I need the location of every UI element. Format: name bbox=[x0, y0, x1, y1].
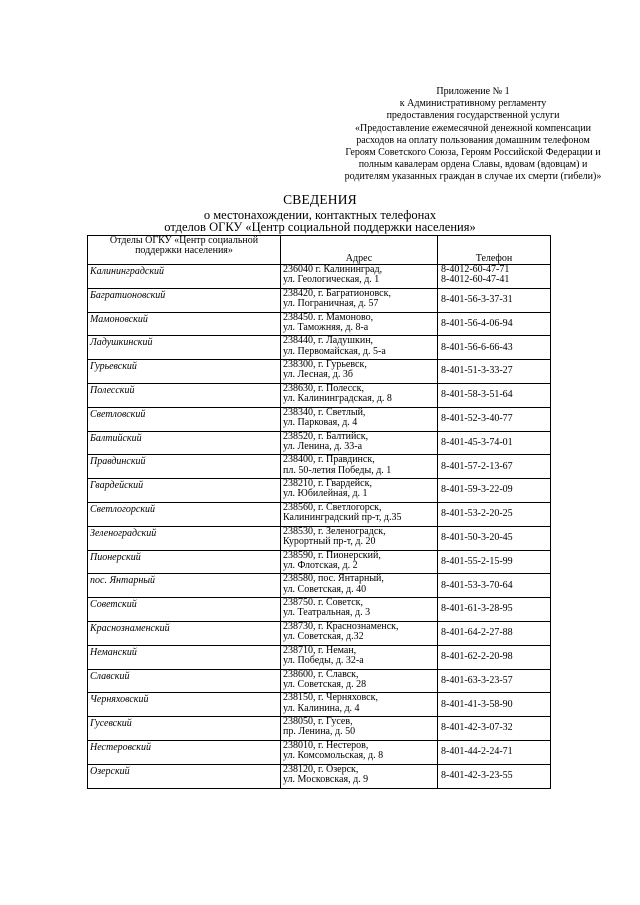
address-cell bbox=[281, 455, 438, 479]
dept-name-cell: Краснознаменский bbox=[88, 621, 281, 645]
address-line: ул. Советская, д.32 bbox=[283, 631, 364, 643]
table-row bbox=[88, 740, 551, 764]
departments-table bbox=[87, 235, 551, 789]
table-row bbox=[88, 431, 551, 455]
phone-number: 8-4012-60-47-41 bbox=[441, 274, 510, 286]
address-cell bbox=[281, 502, 438, 526]
phone-number: 8-401-42-3-07-32 bbox=[441, 722, 513, 734]
dept-name-cell: Пионерский bbox=[88, 550, 281, 574]
dept-name-cell: Полесский bbox=[88, 383, 281, 407]
table-row bbox=[88, 693, 551, 717]
address-line: 238750. г. Советск, bbox=[283, 597, 364, 609]
address-line: 238520, г. Балтийск, bbox=[283, 430, 369, 442]
dept-name-cell: Светловский bbox=[88, 407, 281, 431]
phone-cell bbox=[438, 407, 551, 431]
table-row bbox=[88, 502, 551, 526]
address-line: 238530, г. Зеленоградск, bbox=[283, 525, 386, 537]
header-dept: Отделы ОГКУ «Центр социальной поддержки населения» bbox=[88, 236, 281, 265]
phone-cell bbox=[438, 288, 551, 312]
address-line: пл. 50-летия Победы, д. 1 bbox=[283, 464, 392, 476]
phone-cell bbox=[438, 717, 551, 741]
address-line: 238590, г. Пионерский, bbox=[283, 549, 381, 561]
dept-name-cell: Черняховский bbox=[88, 693, 281, 717]
address-cell bbox=[281, 764, 438, 788]
dept-name-cell: Балтийский bbox=[88, 431, 281, 455]
table-row bbox=[88, 550, 551, 574]
appendix-line: родителям указанных граждан в случае их смерти (гибели)» bbox=[344, 171, 602, 183]
address-line: ул. Калининградская, д. 8 bbox=[283, 393, 392, 405]
phone-number: 8-401-53-2-20-25 bbox=[441, 508, 513, 520]
phone-number: 8-401-45-3-74-01 bbox=[441, 436, 513, 448]
phone-cell bbox=[438, 598, 551, 622]
phone-cell bbox=[438, 265, 551, 289]
dept-name-cell: пос. Янтарный bbox=[88, 574, 281, 598]
appendix-line: Приложение № 1 bbox=[436, 86, 510, 97]
address-line: ул. Московская, д. 9 bbox=[283, 774, 369, 786]
address-line: ул. Пограничная, д. 57 bbox=[283, 298, 379, 310]
address-line: ул. Первомайская, д. 5-а bbox=[283, 345, 386, 357]
address-cell bbox=[281, 265, 438, 289]
phone-number: 8-401-62-2-20-98 bbox=[441, 651, 513, 662]
address-line: ул. Комсомольская, д. 8 bbox=[283, 750, 384, 762]
phone-number: 8-401-55-2-15-99 bbox=[441, 555, 513, 567]
phone-number: 8-401-52-3-40-77 bbox=[441, 413, 513, 425]
phone-cell bbox=[438, 621, 551, 645]
dept-name-cell: Гусевский bbox=[88, 717, 281, 741]
phone-cell bbox=[438, 526, 551, 550]
table-row bbox=[88, 598, 551, 622]
address-line: 238050, г. Гусев, bbox=[283, 716, 353, 728]
dept-name-cell: Нестеровский bbox=[88, 740, 281, 764]
header-address: Адрес bbox=[281, 236, 438, 265]
address-line: Курортный пр-т, д. 20 bbox=[283, 536, 376, 548]
address-line: 238450. г. Мамоново, bbox=[283, 311, 374, 323]
phone-number: 8-401-58-3-51-64 bbox=[441, 389, 513, 401]
address-cell bbox=[281, 383, 438, 407]
phone-number: 8-401-63-3-23-57 bbox=[441, 674, 513, 686]
address-cell bbox=[281, 621, 438, 645]
table-row bbox=[88, 717, 551, 741]
table-row bbox=[88, 621, 551, 645]
address-line: 236040 г. Калининград, bbox=[283, 264, 383, 275]
address-line: ул. Геологическая, д. 1 bbox=[283, 274, 380, 286]
address-line: ул. Победы, д. 32-а bbox=[283, 655, 364, 667]
dept-name-cell: Гурьевский bbox=[88, 360, 281, 384]
address-line: ул. Ленина, д. 33-а bbox=[283, 440, 363, 452]
table-row bbox=[88, 407, 551, 431]
table-row bbox=[88, 574, 551, 598]
appendix-line: к Административному регламенту bbox=[399, 98, 547, 110]
dept-name-cell: Правдинский bbox=[88, 455, 281, 479]
phone-number: 8-401-41-3-58-90 bbox=[441, 698, 513, 710]
address-line: 238210, г. Гвардейск, bbox=[283, 478, 372, 490]
appendix-line: полным кавалерам ордена Славы, вдовам (вдовцам) и bbox=[358, 159, 588, 171]
address-line: ул. Таможняя, д. 8-а bbox=[283, 321, 369, 333]
address-cell bbox=[281, 431, 438, 455]
address-line: 238340, г. Светлый, bbox=[283, 406, 366, 418]
address-line: ул. Парковая, д. 4 bbox=[283, 417, 358, 429]
phone-number: 8-401-61-3-28-95 bbox=[441, 603, 513, 615]
phone-cell bbox=[438, 336, 551, 360]
address-line: 238150, г. Черняховск, bbox=[283, 692, 378, 704]
dept-name-cell: Мамоновский bbox=[88, 312, 281, 336]
address-cell bbox=[281, 574, 438, 598]
address-line: 238300, г. Гурьевск, bbox=[283, 359, 367, 371]
table-row bbox=[88, 383, 551, 407]
dept-name-cell: Багратионовский bbox=[88, 288, 281, 312]
address-cell bbox=[281, 669, 438, 693]
dept-name-cell: Гвардейский bbox=[88, 479, 281, 503]
dept-name-cell: Калининградский bbox=[88, 265, 281, 289]
dept-name-cell: Озерский bbox=[88, 764, 281, 788]
address-line: ул. Калинина, д. 4 bbox=[283, 702, 360, 714]
phone-cell bbox=[438, 312, 551, 336]
phone-cell bbox=[438, 360, 551, 384]
phone-number: 8-401-44-2-24-71 bbox=[441, 746, 513, 758]
address-cell bbox=[281, 717, 438, 741]
table-row bbox=[88, 265, 551, 289]
table-header-row bbox=[88, 236, 551, 265]
table-row bbox=[88, 288, 551, 312]
dept-name-cell: Зеленоградский bbox=[88, 526, 281, 550]
phone-cell bbox=[438, 693, 551, 717]
dept-name-cell: Неманский bbox=[88, 645, 281, 669]
appendix-line: расходов на оплату пользования домашним телефоном bbox=[356, 134, 590, 146]
address-line: ул. Театральная, д. 3 bbox=[283, 607, 371, 619]
phone-number: 8-401-51-3-33-27 bbox=[441, 365, 513, 377]
phone-cell bbox=[438, 383, 551, 407]
phone-cell bbox=[438, 574, 551, 598]
table-row bbox=[88, 360, 551, 384]
phone-cell bbox=[438, 550, 551, 574]
address-cell bbox=[281, 526, 438, 550]
address-line: ул. Юбилейная, д. 1 bbox=[283, 488, 368, 500]
address-line: Калининградский пр-т, д.35 bbox=[283, 512, 402, 524]
phone-cell bbox=[438, 669, 551, 693]
address-line: ул. Советская, д. 28 bbox=[283, 678, 367, 690]
address-line: 238710, г. Неман, bbox=[283, 644, 357, 656]
address-cell bbox=[281, 598, 438, 622]
address-line: 238630, г. Полесск, bbox=[283, 382, 364, 394]
address-cell bbox=[281, 336, 438, 360]
address-line: 238580, пос. Янтарный, bbox=[283, 573, 384, 585]
address-line: 238120, г. Озерск, bbox=[283, 763, 359, 775]
subtitle-line: о местонахождении, контактных телефонах bbox=[203, 208, 437, 222]
address-line: 238400, г. Правдинск, bbox=[283, 454, 375, 466]
appendix-line: предоставления государственной услуги bbox=[386, 110, 560, 122]
phone-cell bbox=[438, 455, 551, 479]
table-row bbox=[88, 526, 551, 550]
phone-cell bbox=[438, 645, 551, 669]
phone-cell bbox=[438, 502, 551, 526]
address-line: ул. Флотская, д. 2 bbox=[283, 559, 358, 571]
address-cell bbox=[281, 479, 438, 503]
phone-cell bbox=[438, 740, 551, 764]
table-row bbox=[88, 312, 551, 336]
address-line: 238420, г. Багратионовск, bbox=[283, 287, 391, 299]
phone-number: 8-401-56-6-66-43 bbox=[441, 341, 513, 353]
address-cell bbox=[281, 288, 438, 312]
address-cell bbox=[281, 407, 438, 431]
phone-number: 8-4012-60-47-71 bbox=[441, 264, 510, 275]
address-line: 238730, г. Краснознаменск, bbox=[283, 620, 399, 632]
address-cell bbox=[281, 312, 438, 336]
table-row bbox=[88, 479, 551, 503]
header-phone: Телефон bbox=[438, 236, 551, 265]
phone-cell bbox=[438, 431, 551, 455]
table-body bbox=[88, 265, 551, 789]
address-line: пр. Ленина, д. 50 bbox=[283, 726, 356, 738]
address-cell bbox=[281, 360, 438, 384]
address-line: 238440, г. Ладушкин, bbox=[283, 335, 374, 347]
dept-name-cell: Ладушкинский bbox=[88, 336, 281, 360]
phone-number: 8-401-64-2-27-88 bbox=[441, 627, 513, 639]
phone-number: 8-401-42-3-23-55 bbox=[441, 769, 513, 781]
table-row bbox=[88, 336, 551, 360]
address-cell bbox=[281, 550, 438, 574]
phone-number: 8-401-56-3-37-31 bbox=[441, 294, 513, 306]
address-line: 238600, г. Славск, bbox=[283, 668, 359, 680]
phone-number: 8-401-59-3-22-09 bbox=[441, 484, 513, 496]
appendix-line: Героям Советского Союза, Героям Российской Федерации и bbox=[345, 147, 601, 159]
phone-number: 8-401-50-3-20-45 bbox=[441, 532, 513, 544]
table-row bbox=[88, 645, 551, 669]
phone-number: 8-401-57-2-13-67 bbox=[441, 460, 513, 472]
table-row bbox=[88, 669, 551, 693]
dept-name-cell: Светлогорский bbox=[88, 502, 281, 526]
phone-number: 8-401-53-3-70-64 bbox=[441, 579, 513, 591]
address-line: 238560, г. Светлогорск, bbox=[283, 501, 382, 513]
address-cell bbox=[281, 645, 438, 669]
phone-cell bbox=[438, 479, 551, 503]
address-cell bbox=[281, 693, 438, 717]
table-row bbox=[88, 764, 551, 788]
dept-name-cell: Советский bbox=[88, 598, 281, 622]
phone-number: 8-401-56-4-06-94 bbox=[441, 317, 513, 329]
phone-cell bbox=[438, 764, 551, 788]
appendix-header bbox=[338, 86, 608, 184]
address-line: ул. Советская, д. 40 bbox=[283, 583, 367, 595]
subtitle-line: отделов ОГКУ «Центр социальной поддержки населения» bbox=[164, 220, 476, 234]
document-title: СВЕДЕНИЯ bbox=[283, 192, 357, 207]
appendix-line: «Предоставление ежемесячной денежной компенсации bbox=[355, 122, 591, 134]
dept-name-cell: Славский bbox=[88, 669, 281, 693]
table-row bbox=[88, 455, 551, 479]
address-line: ул. Лесная, д. 3б bbox=[283, 369, 353, 381]
address-line: 238010, г. Нестеров, bbox=[283, 739, 369, 751]
document-subtitle bbox=[0, 209, 640, 233]
address-cell bbox=[281, 740, 438, 764]
